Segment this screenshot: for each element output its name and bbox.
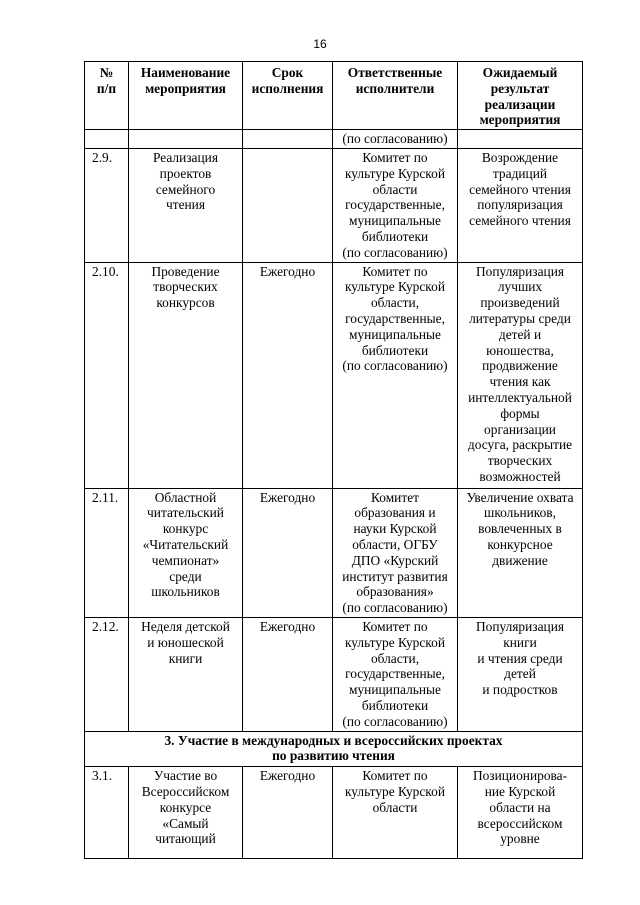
cell-number: 2.12. — [85, 617, 129, 731]
cell-expected-result: Популяризация книги и чтения среди детей и подростков — [458, 617, 583, 731]
table-row — [85, 148, 583, 262]
cell-expected-result: Увеличение охвата школьников, вовлеченных в конкурсное движение — [458, 488, 583, 617]
header-term: Срок исполнения — [243, 62, 333, 130]
table-row — [85, 488, 583, 617]
table-row — [85, 617, 583, 731]
header-expected-result: Ожидаемый результат реализации мероприятия — [458, 62, 583, 130]
header-executors: Ответственные исполнители — [333, 62, 458, 130]
events-table — [84, 61, 583, 859]
cell-executors: Комитет по культуре Курской области государственные, муниципальные библиотеки (по согласованию) — [333, 148, 458, 262]
cell-event-name: Реализация проектов семейного чтения — [129, 148, 243, 262]
cell-number: 2.11. — [85, 488, 129, 617]
cell-event-name: Неделя детской и юношеской книги — [129, 617, 243, 731]
cell-term: Ежегодно — [243, 767, 333, 859]
cell-executors: Комитет образования и науки Курской области, ОГБУ ДПО «Курский институт развития образования» (по согласованию) — [333, 488, 458, 617]
cell-event-name: Проведение творческих конкурсов — [129, 262, 243, 488]
cell-term: Ежегодно — [243, 262, 333, 488]
header-event-name: Наименование мероприятия — [129, 62, 243, 130]
cell-event-name: Областной читательский конкурс «Читательский чемпионат» среди школьников — [129, 488, 243, 617]
page-number: 16 — [313, 37, 327, 51]
section-title: 3. Участие в международных и всероссийских проектах по развитию чтения — [85, 731, 583, 767]
cell-executors: Комитет по культуре Курской области, государственные, муниципальные библиотеки (по согласованию) — [333, 617, 458, 731]
cell-term: Ежегодно — [243, 617, 333, 731]
cell-executors: (по согласованию) — [333, 130, 458, 149]
cell-number: 3.1. — [85, 767, 129, 859]
header-number: № п/п — [85, 62, 129, 130]
cell-number: 2.10. — [85, 262, 129, 488]
cell-term: Ежегодно — [243, 488, 333, 617]
cell-event-name: Участие во Всероссийском конкурсе «Самый читающий — [129, 767, 243, 859]
table-header-row — [85, 62, 583, 130]
cell-expected-result: Позиционирова- ние Курской области на всероссийском уровне — [458, 767, 583, 859]
cell-expected-result: Популяризация лучших произведений литературы среди детей и юношества, продвижение чтения как интеллектуальной формы организации досуга, раскрытие творческих возможностей — [458, 262, 583, 488]
section-header-row — [85, 731, 583, 767]
cell-executors: Комитет по культуре Курской области — [333, 767, 458, 859]
cell-term — [243, 148, 333, 262]
cell-executors: Комитет по культуре Курской области, государственные, муниципальные библиотеки (по согласованию) — [333, 262, 458, 488]
cell-number: 2.9. — [85, 148, 129, 262]
table-row — [85, 130, 583, 149]
table-row — [85, 767, 583, 859]
table-row — [85, 262, 583, 488]
cell-expected-result: Возрождение традиций семейного чтения популяризация семейного чтения — [458, 148, 583, 262]
